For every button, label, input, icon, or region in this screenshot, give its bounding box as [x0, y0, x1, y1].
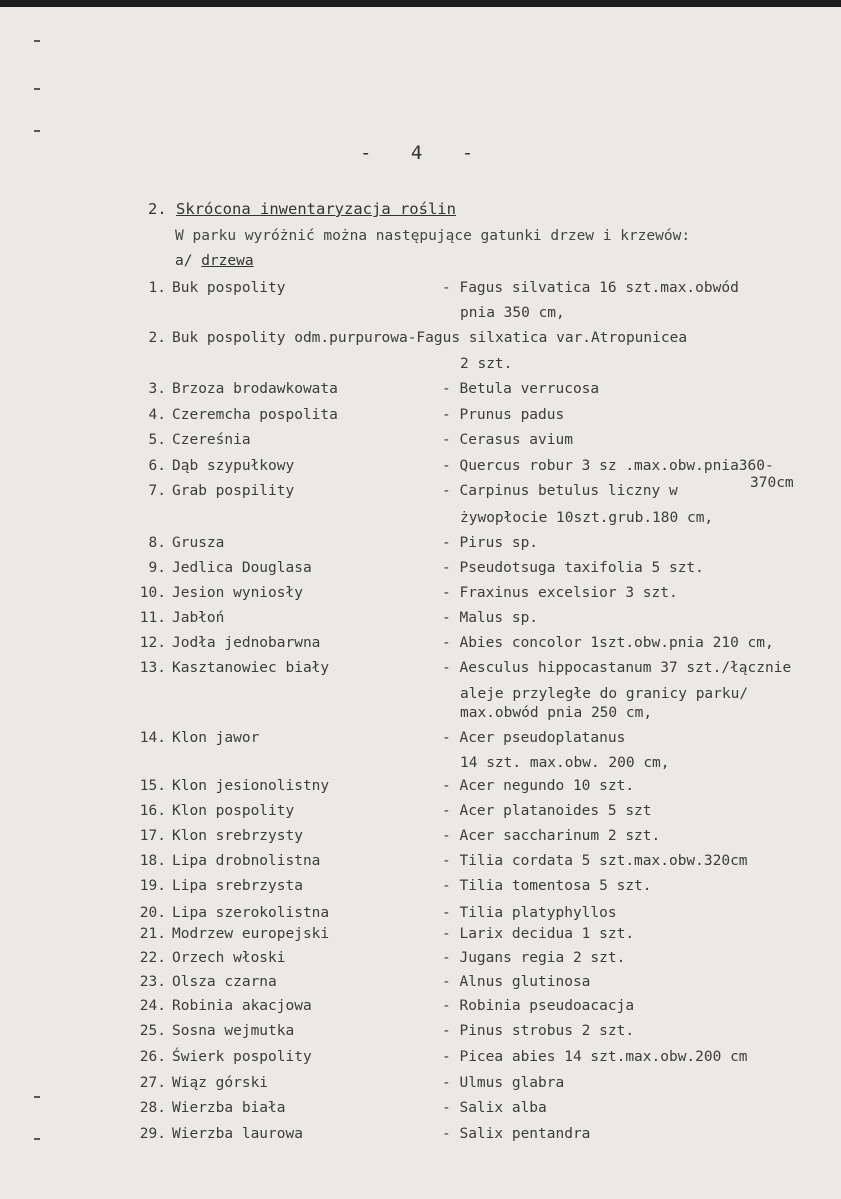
page-number: - 4 -: [360, 142, 488, 164]
entry-number: 5.: [148, 432, 166, 448]
polish-name: Wierzba biała: [172, 1100, 286, 1116]
entry-number: 14.: [139, 730, 166, 746]
polish-name: Olsza czarna: [172, 974, 277, 990]
species-entry: [130, 560, 312, 576]
polish-name: Dąb szypułkowy: [172, 458, 295, 474]
species-entry: [130, 778, 329, 794]
polish-name: Robinia akacjowa: [172, 998, 312, 1014]
latin-name: - Jugans regia 2 szt.: [442, 950, 626, 966]
species-entry: [130, 381, 338, 397]
latin-name: - Pirus sp.: [442, 535, 539, 551]
species-entry: [130, 905, 329, 921]
latin-name: - Prunus padus: [442, 407, 565, 423]
species-entry: [130, 635, 320, 651]
polish-name: Modrzew europejski: [172, 926, 330, 942]
polish-name: Wierzba laurowa: [172, 1126, 303, 1142]
entry-number: 28.: [139, 1100, 166, 1116]
polish-name: Czeremcha pospolita: [172, 407, 338, 423]
polish-name: Lipa srebrzysta: [172, 878, 303, 894]
entry-number: 22.: [139, 950, 166, 966]
species-entry: [130, 458, 294, 474]
margin-mark: [34, 130, 40, 132]
polish-name: Lipa szerokolistna: [172, 905, 330, 921]
entry-number: 16.: [139, 803, 166, 819]
polish-name: Świerk pospolity: [172, 1049, 312, 1065]
polish-name: Klon jawor: [172, 730, 260, 746]
species-entry: [130, 1075, 268, 1091]
subsection-label: a/: [175, 253, 193, 269]
entry-continuation: aleje przyległe do granicy parku/: [460, 686, 749, 702]
section-title: Skrócona inwentaryzacja roślin: [176, 200, 456, 218]
latin-name: - Carpinus betulus liczny w: [442, 483, 678, 499]
polish-name: Buk pospolity: [172, 280, 286, 296]
subsection-title: drzewa: [201, 253, 254, 269]
polish-name: Jedlica Douglasa: [172, 560, 312, 576]
entry-number: 20.: [139, 905, 166, 921]
latin-name: - Salix pentandra: [442, 1126, 591, 1142]
polish-name: Czereśnia: [172, 432, 251, 448]
species-entry: [130, 878, 303, 894]
intro-text: W parku wyróżnić można następujące gatunki drzew i krzewów:: [175, 228, 691, 244]
species-entry: [130, 535, 224, 551]
polish-name: Grab pospility: [172, 483, 295, 499]
polish-name: Grusza: [172, 535, 225, 551]
species-entry: [130, 432, 251, 448]
latin-name: - Salix alba: [442, 1100, 547, 1116]
polish-name: Wiąz górski: [172, 1075, 269, 1091]
latin-name: - Tilia tomentosa 5 szt.: [442, 878, 652, 894]
entry-continuation: 14 szt. max.obw. 200 cm,: [460, 755, 670, 771]
entry-number: 18.: [139, 853, 166, 869]
latin-name: - Acer platanoides 5 szt: [442, 803, 652, 819]
entry-number: 29.: [139, 1126, 166, 1142]
species-entry: [130, 998, 312, 1014]
latin-name: - Abies concolor 1szt.obw.pnia 210 cm,: [442, 635, 774, 651]
polish-name: Kasztanowiec biały: [172, 660, 330, 676]
entry-number: 2.: [148, 330, 166, 346]
latin-name: - Fagus silvatica 16 szt.max.obwód: [442, 280, 739, 296]
entry-continuation: żywopłocie 10szt.grub.180 cm,: [460, 510, 714, 526]
polish-name: Buk pospolity odm.purpurowa-Fagus silxatica var.Atropunicea: [172, 330, 688, 346]
entry-number: 24.: [139, 998, 166, 1014]
polish-name: Klon pospolity: [172, 803, 295, 819]
latin-name: - Tilia platyphyllos: [442, 905, 617, 921]
species-entry: [130, 803, 294, 819]
entry-number: 1.: [148, 280, 166, 296]
entry-number: 4.: [148, 407, 166, 423]
species-entry: [130, 1126, 303, 1142]
latin-name: - Acer saccharinum 2 szt.: [442, 828, 661, 844]
polish-name: Klon srebrzysty: [172, 828, 303, 844]
margin-mark: [34, 1096, 40, 1098]
entry-number: 13.: [139, 660, 166, 676]
polish-name: Orzech włoski: [172, 950, 286, 966]
section-heading: [148, 200, 456, 218]
entry-continuation: 370cm: [750, 475, 794, 491]
polish-name: Brzoza brodawkowata: [172, 381, 338, 397]
latin-name: - Aesculus hippocastanum 37 szt./łącznie: [442, 660, 792, 676]
entry-number: 7.: [148, 483, 166, 499]
entry-number: 9.: [148, 560, 166, 576]
entry-number: 15.: [139, 778, 166, 794]
section-number: 2.: [148, 200, 167, 218]
latin-name: - Tilia cordata 5 szt.max.obw.320cm: [442, 853, 748, 869]
entry-number: 6.: [148, 458, 166, 474]
latin-name: - Robinia pseudoacacja: [442, 998, 635, 1014]
entry-number: 21.: [139, 926, 166, 942]
entry-number: 10.: [139, 585, 166, 601]
polish-name: Jesion wyniosły: [172, 585, 303, 601]
species-entry: [130, 853, 320, 869]
latin-name: - Quercus robur 3 sz .max.obw.pnia360-: [442, 458, 774, 474]
species-entry: [130, 660, 329, 676]
species-entry: [130, 330, 687, 346]
entry-number: 12.: [139, 635, 166, 651]
entry-number: 25.: [139, 1023, 166, 1039]
entry-number: 19.: [139, 878, 166, 894]
entry-continuation: pnia 350 cm,: [460, 305, 565, 321]
species-entry: [130, 280, 286, 296]
species-entry: [130, 926, 329, 942]
latin-name: - Pinus strobus 2 szt.: [442, 1023, 635, 1039]
polish-name: Jodła jednobarwna: [172, 635, 321, 651]
polish-name: Jabłoń: [172, 610, 225, 626]
species-entry: [130, 730, 259, 746]
latin-name: - Alnus glutinosa: [442, 974, 591, 990]
species-entry: [130, 407, 338, 423]
latin-name: - Ulmus glabra: [442, 1075, 565, 1091]
species-entry: [130, 974, 277, 990]
entry-continuation: 2 szt.: [460, 356, 513, 372]
entry-continuation: max.obwód pnia 250 cm,: [460, 705, 653, 721]
margin-mark: [34, 1138, 40, 1140]
latin-name: - Fraxinus excelsior 3 szt.: [442, 585, 678, 601]
latin-name: - Picea abies 14 szt.max.obw.200 cm: [442, 1049, 748, 1065]
entry-number: 26.: [139, 1049, 166, 1065]
species-entry: [130, 483, 294, 499]
subsection-heading: [175, 253, 254, 269]
polish-name: Sosna wejmutka: [172, 1023, 295, 1039]
latin-name: - Acer pseudoplatanus: [442, 730, 626, 746]
entry-number: 27.: [139, 1075, 166, 1091]
entry-number: 8.: [148, 535, 166, 551]
latin-name: - Pseudotsuga taxifolia 5 szt.: [442, 560, 704, 576]
latin-name: - Larix decidua 1 szt.: [442, 926, 635, 942]
species-entry: [130, 1049, 312, 1065]
species-entry: [130, 585, 303, 601]
margin-mark: [34, 40, 40, 42]
entry-number: 11.: [139, 610, 166, 626]
latin-name: - Acer negundo 10 szt.: [442, 778, 635, 794]
species-entry: [130, 1100, 286, 1116]
species-entry: [130, 1023, 294, 1039]
latin-name: - Malus sp.: [442, 610, 539, 626]
polish-name: Klon jesionolistny: [172, 778, 330, 794]
entry-number: 17.: [139, 828, 166, 844]
polish-name: Lipa drobnolistna: [172, 853, 321, 869]
species-entry: [130, 950, 286, 966]
latin-name: - Betula verrucosa: [442, 381, 600, 397]
latin-name: - Cerasus avium: [442, 432, 573, 448]
entry-number: 23.: [139, 974, 166, 990]
species-entry: [130, 610, 224, 626]
margin-mark: [34, 88, 40, 90]
entry-number: 3.: [148, 381, 166, 397]
species-entry: [130, 828, 303, 844]
